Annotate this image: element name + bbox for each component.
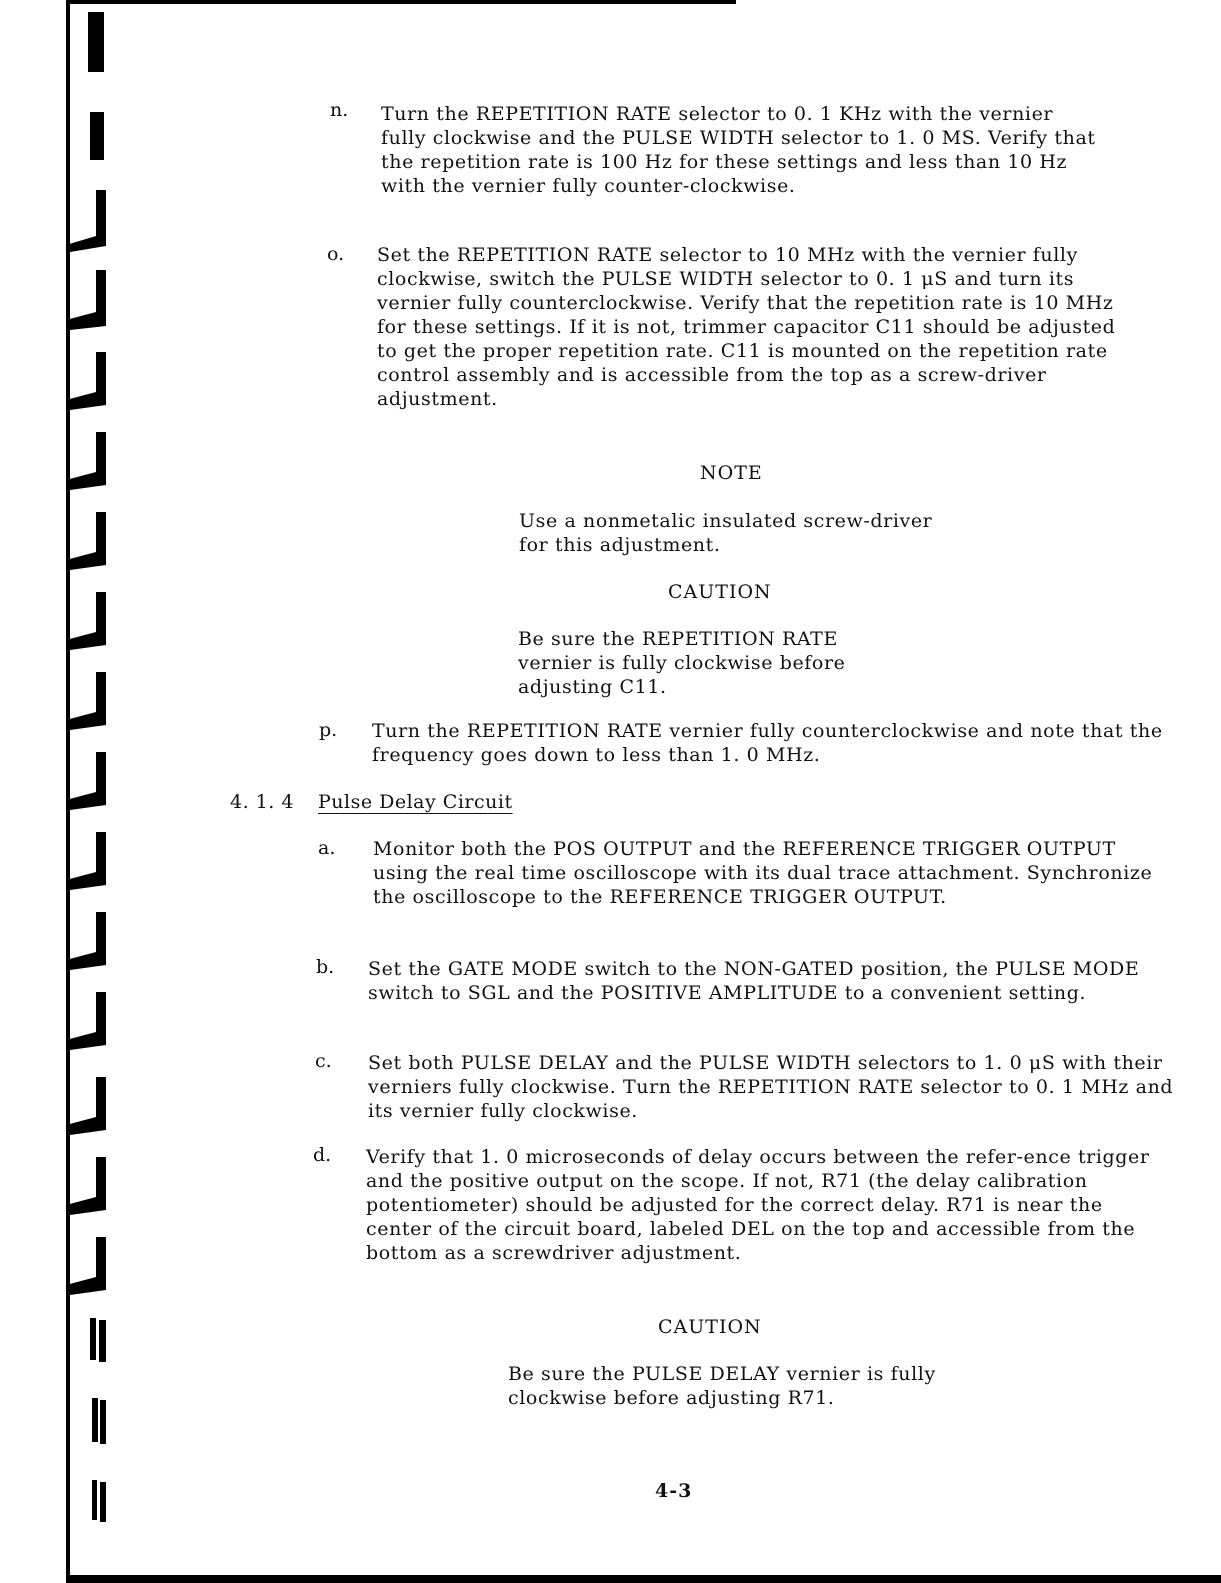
step-d-text: Verify that 1. 0 microseconds of delay occurs between the refer-ence trigger and the positive output on the scope. If not, R71 (the delay calibration potentiometer) should be adjusted for the correct delay. R71 is near the center of the circuit board, labeled DEL on the top and accessible from the bottom as a screwdriver adjustment. [366, 1146, 1150, 1264]
binding-marks [0, 0, 130, 1583]
step-a-label: a. [318, 837, 336, 859]
scan-bottom-edge [66, 1575, 1221, 1583]
section-number: 4. 1. 4 [230, 791, 294, 813]
step-c-label: c. [315, 1050, 332, 1072]
step-o-text: Set the REPETITION RATE selector to 10 MHz with the vernier fully clockwise, switch the PULSE WIDTH selector to 0. 1 μS and turn its vernier fully counterclockwise. Verify that the repetition rate is 10 MHz for these settings. If it is not, trimmer capacitor C11 should be adjusted to get the proper repetition rate. C11 is mounted on the repetition rate control assembly and is accessible from the top as a screw-driver adjustment. [377, 244, 1116, 410]
step-p-text: Turn the REPETITION RATE vernier fully counterclockwise and note that the frequency goes down to less than 1. 0 MHz. [372, 720, 1163, 766]
step-d-label: d. [313, 1144, 332, 1166]
caution-body-2: Be sure the PULSE DELAY vernier is fully clockwise before adjusting R71. [508, 1363, 936, 1409]
caution-title-2: CAUTION [658, 1316, 762, 1338]
page-number: 4-3 [655, 1480, 693, 1502]
scan-top-edge [66, 0, 736, 4]
caution-title-1: CAUTION [668, 581, 772, 603]
section-title: Pulse Delay Circuit [318, 791, 513, 813]
step-n-text: Turn the REPETITION RATE selector to 0. 1 KHz with the vernier fully clockwise and the PULSE WIDTH selector to 1. 0 MS. Verify that the repetition rate is 100 Hz for these settings and less than 10 Hz with the vernier fully counter-clockwise. [381, 103, 1096, 197]
step-n-label: n. [330, 99, 349, 121]
step-b-text: Set the GATE MODE switch to the NON-GATED position, the PULSE MODE switch to SGL and the POSITIVE AMPLITUDE to a convenient setting. [368, 958, 1140, 1004]
note-body: Use a nonmetalic insulated screw-driver for this adjustment. [519, 510, 933, 556]
caution-body-1: Be sure the REPETITION RATE vernier is fully clockwise before adjusting C11. [518, 628, 846, 698]
step-a-text: Monitor both the POS OUTPUT and the REFERENCE TRIGGER OUTPUT using the real time oscilloscope with its dual trace attachment. Synchronize the oscilloscope to the REFERENCE TRIGGER OUTPUT. [373, 838, 1153, 908]
step-b-label: b. [316, 956, 335, 978]
step-p-label: p. [319, 719, 338, 741]
step-o-label: o. [327, 243, 345, 265]
step-c-text: Set both PULSE DELAY and the PULSE WIDTH selectors to 1. 0 μS with their verniers fully clockwise. Turn the REPETITION RATE selector to 0. 1 MHz and its vernier fully clockwise. [368, 1052, 1174, 1122]
note-title: NOTE [700, 462, 763, 484]
